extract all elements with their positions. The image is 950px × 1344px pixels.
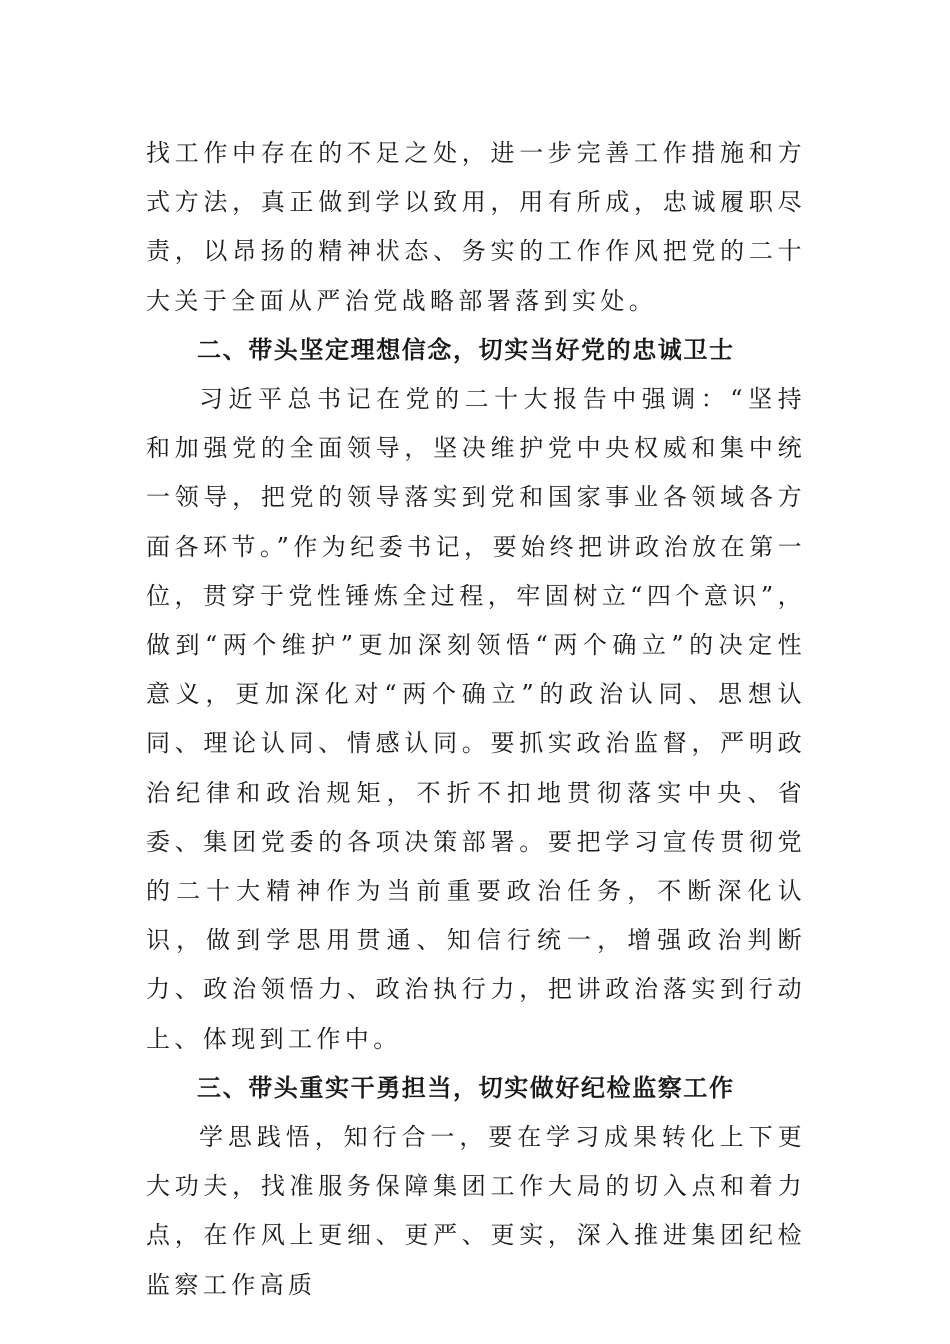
paragraph-continuation: 找工作中存在的不足之处，进一步完善工作措施和方式方法，真正做到学以致用，用有所成，忠诚履职尽责，以昂扬的精神状态、务实的工作作风把党的二十大关于全面从严治党战略部署落到实处。 bbox=[146, 139, 806, 315]
document-body bbox=[146, 129, 806, 1310]
paragraph-section-two: 习近平总书记在党的二十大报告中强调：“坚持和加强党的全面领导，坚决维护党中央权威和集中统一领导，把党的领导落实到党和国家事业各领域各方面各环节。”作为纪委书记，要始终把讲政治放在第一位，贯穿于党性锤炼全过程，牢固树立“四个意识”，做到“两个维护”更加深刻领悟“两个确立”的决定性意义，更加深化对“两个确立”的政治认同、思想认同、理论认同、情感认同。要抓实政治监督，严明政治纪律和政治规矩，不折不扣地贯彻落实中央、省委、集团党委的各项决策部署。要把学习宣传贯彻党的二十大精神作为当前重要政治任务，不断深化认识，做到学思用贯通、知信行统一，增强政治判断力、政治领悟力、政治执行力，把讲政治落实到行动上、体现到工作中。 bbox=[146, 385, 806, 1053]
section-heading-two: 二、带头坚定理想信念，切实当好党的忠诚卫士 bbox=[197, 335, 735, 364]
paragraph-section-three: 学思践悟，知行合一，要在学习成果转化上下更大功夫，找准服务保障集团工作大局的切入点和着力点，在作风上更细、更严、更实，深入推进集团纪检监察工作高质 bbox=[146, 1123, 806, 1299]
section-heading-three: 三、带头重实干勇担当，切实做好纪检监察工作 bbox=[197, 1073, 735, 1102]
